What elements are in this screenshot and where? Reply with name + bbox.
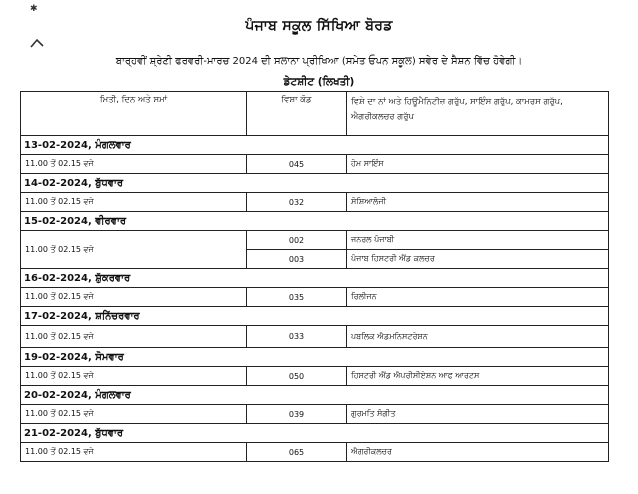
table-row — [21, 231, 609, 250]
table-row — [21, 155, 609, 174]
date-row — [21, 307, 609, 326]
code-cell: 039 — [247, 405, 347, 424]
header-date-time: ਮਿਤੀ, ਦਿਨ ਅਤੇ ਸਮਾਂ — [21, 92, 247, 136]
corner-mark: ✱ — [30, 4, 38, 14]
date-cell: 17-02-2024, ਸ਼ਨਿੱਚਰਵਾਰ — [21, 307, 609, 326]
header-subject: ਵਿਸ਼ੇ ਦਾ ਨਾਂ ਅਤੇ ਹਿਊਮੈਨਿਟੀਜ਼ ਗਰੁੱਪ, ਸਾਇੰਸ ਗਰੁੱਪ, ਕਾਮਰਸ ਗਰੁੱਪ, ਐਗਰੀਕਲਚਰ ਗਰੁੱਪ — [347, 92, 609, 136]
table-row — [21, 288, 609, 307]
subject-cell: ਸੋਸ਼ਿਆਲੋਜੀ — [347, 193, 609, 212]
subject-cell: ਹਿਸਟਰੀ ਐਂਡ ਐਪਰੀਸੀਏਸ਼ਨ ਆਫ ਆਰਟਸ — [347, 367, 609, 386]
subject-cell: ਪਬਲਿਕ ਐਡਮਨਿਸਟਰੇਸ਼ਨ — [347, 326, 609, 348]
exam-subtitle: ਬਾਰ੍ਹਵੀਂ ਸ਼੍ਰੇਣੀ ਫਰਵਰੀ-ਮਾਰਚ 2024 ਦੀ ਸਲਾਨਾ ਪ੍ਰੀਖਿਆ (ਸਮੇਤ ਓਪਨ ਸਕੂਲ) ਸਵੇਰ ਦੇ ਸੈਸ਼ਨ ਵਿੱਚ ਹੋਵੇਗੀ। — [115, 56, 523, 67]
table-row — [21, 326, 609, 348]
subject-cell: ਜਨਰਲ ਪੰਜਾਬੀ — [347, 231, 609, 250]
date-cell: 21-02-2024, ਬੁੱਧਵਾਰ — [21, 424, 609, 443]
subject-cell: ਗੁਰਮਤਿ ਸੰਗੀਤ — [347, 405, 609, 424]
subject-cell: ਹੋਮ ਸਾਇੰਸ — [347, 155, 609, 174]
subject-cell: ਰਿਲੀਜਨ — [347, 288, 609, 307]
date-cell: 19-02-2024, ਸੋਮਵਾਰ — [21, 348, 609, 367]
time-cell: 11.00 ਤੋਂ 02.15 ਵਜੇ — [21, 231, 247, 269]
table-row — [21, 405, 609, 424]
table-row — [21, 443, 609, 462]
table-row — [21, 367, 609, 386]
date-cell: 16-02-2024, ਸ਼ੁੱਕਰਵਾਰ — [21, 269, 609, 288]
table-header-row — [21, 92, 609, 136]
table-row — [21, 193, 609, 212]
time-cell: 11.00 ਤੋਂ 02.15 ਵਜੇ — [21, 326, 247, 348]
time-cell: 11.00 ਤੋਂ 02.15 ਵਜੇ — [21, 405, 247, 424]
time-cell: 11.00 ਤੋਂ 02.15 ਵਜੇ — [21, 443, 247, 462]
pen-mark-icon — [30, 38, 44, 48]
date-row — [21, 386, 609, 405]
board-title: ਪੰਜਾਬ ਸਕੂਲ ਸਿੱਖਿਆ ਬੋਰਡ — [245, 18, 393, 34]
code-cell: 002 — [247, 231, 347, 250]
time-cell: 11.00 ਤੋਂ 02.15 ਵਜੇ — [21, 193, 247, 212]
code-cell: 003 — [247, 250, 347, 269]
code-cell: 033 — [247, 326, 347, 348]
date-cell: 13-02-2024, ਮੰਗਲਵਾਰ — [21, 136, 609, 155]
code-cell: 035 — [247, 288, 347, 307]
header-code: ਵਿਸ਼ਾ ਕੋਡ — [247, 92, 347, 136]
code-cell: 065 — [247, 443, 347, 462]
code-cell: 045 — [247, 155, 347, 174]
date-cell: 20-02-2024, ਮੰਗਲਵਾਰ — [21, 386, 609, 405]
date-cell: 15-02-2024, ਵੀਰਵਾਰ — [21, 212, 609, 231]
datesheet-table — [20, 91, 609, 462]
subject-cell: ਐਗਰੀਕਲਚਰ — [347, 443, 609, 462]
date-row — [21, 174, 609, 193]
datesheet-label: ਡੇਟਸ਼ੀਟ (ਲਿਖਤੀ) — [283, 76, 355, 88]
time-cell: 11.00 ਤੋਂ 02.15 ਵਜੇ — [21, 155, 247, 174]
date-row — [21, 424, 609, 443]
code-cell: 032 — [247, 193, 347, 212]
time-cell: 11.00 ਤੋਂ 02.15 ਵਜੇ — [21, 367, 247, 386]
date-row — [21, 348, 609, 367]
date-row — [21, 212, 609, 231]
date-row — [21, 136, 609, 155]
code-cell: 050 — [247, 367, 347, 386]
time-cell: 11.00 ਤੋਂ 02.15 ਵਜੇ — [21, 288, 247, 307]
date-cell: 14-02-2024, ਬੁੱਧਵਾਰ — [21, 174, 609, 193]
date-row — [21, 269, 609, 288]
subject-cell: ਪੰਜਾਬ ਹਿਸਟਰੀ ਐਂਡ ਕਲਚਰ — [347, 250, 609, 269]
